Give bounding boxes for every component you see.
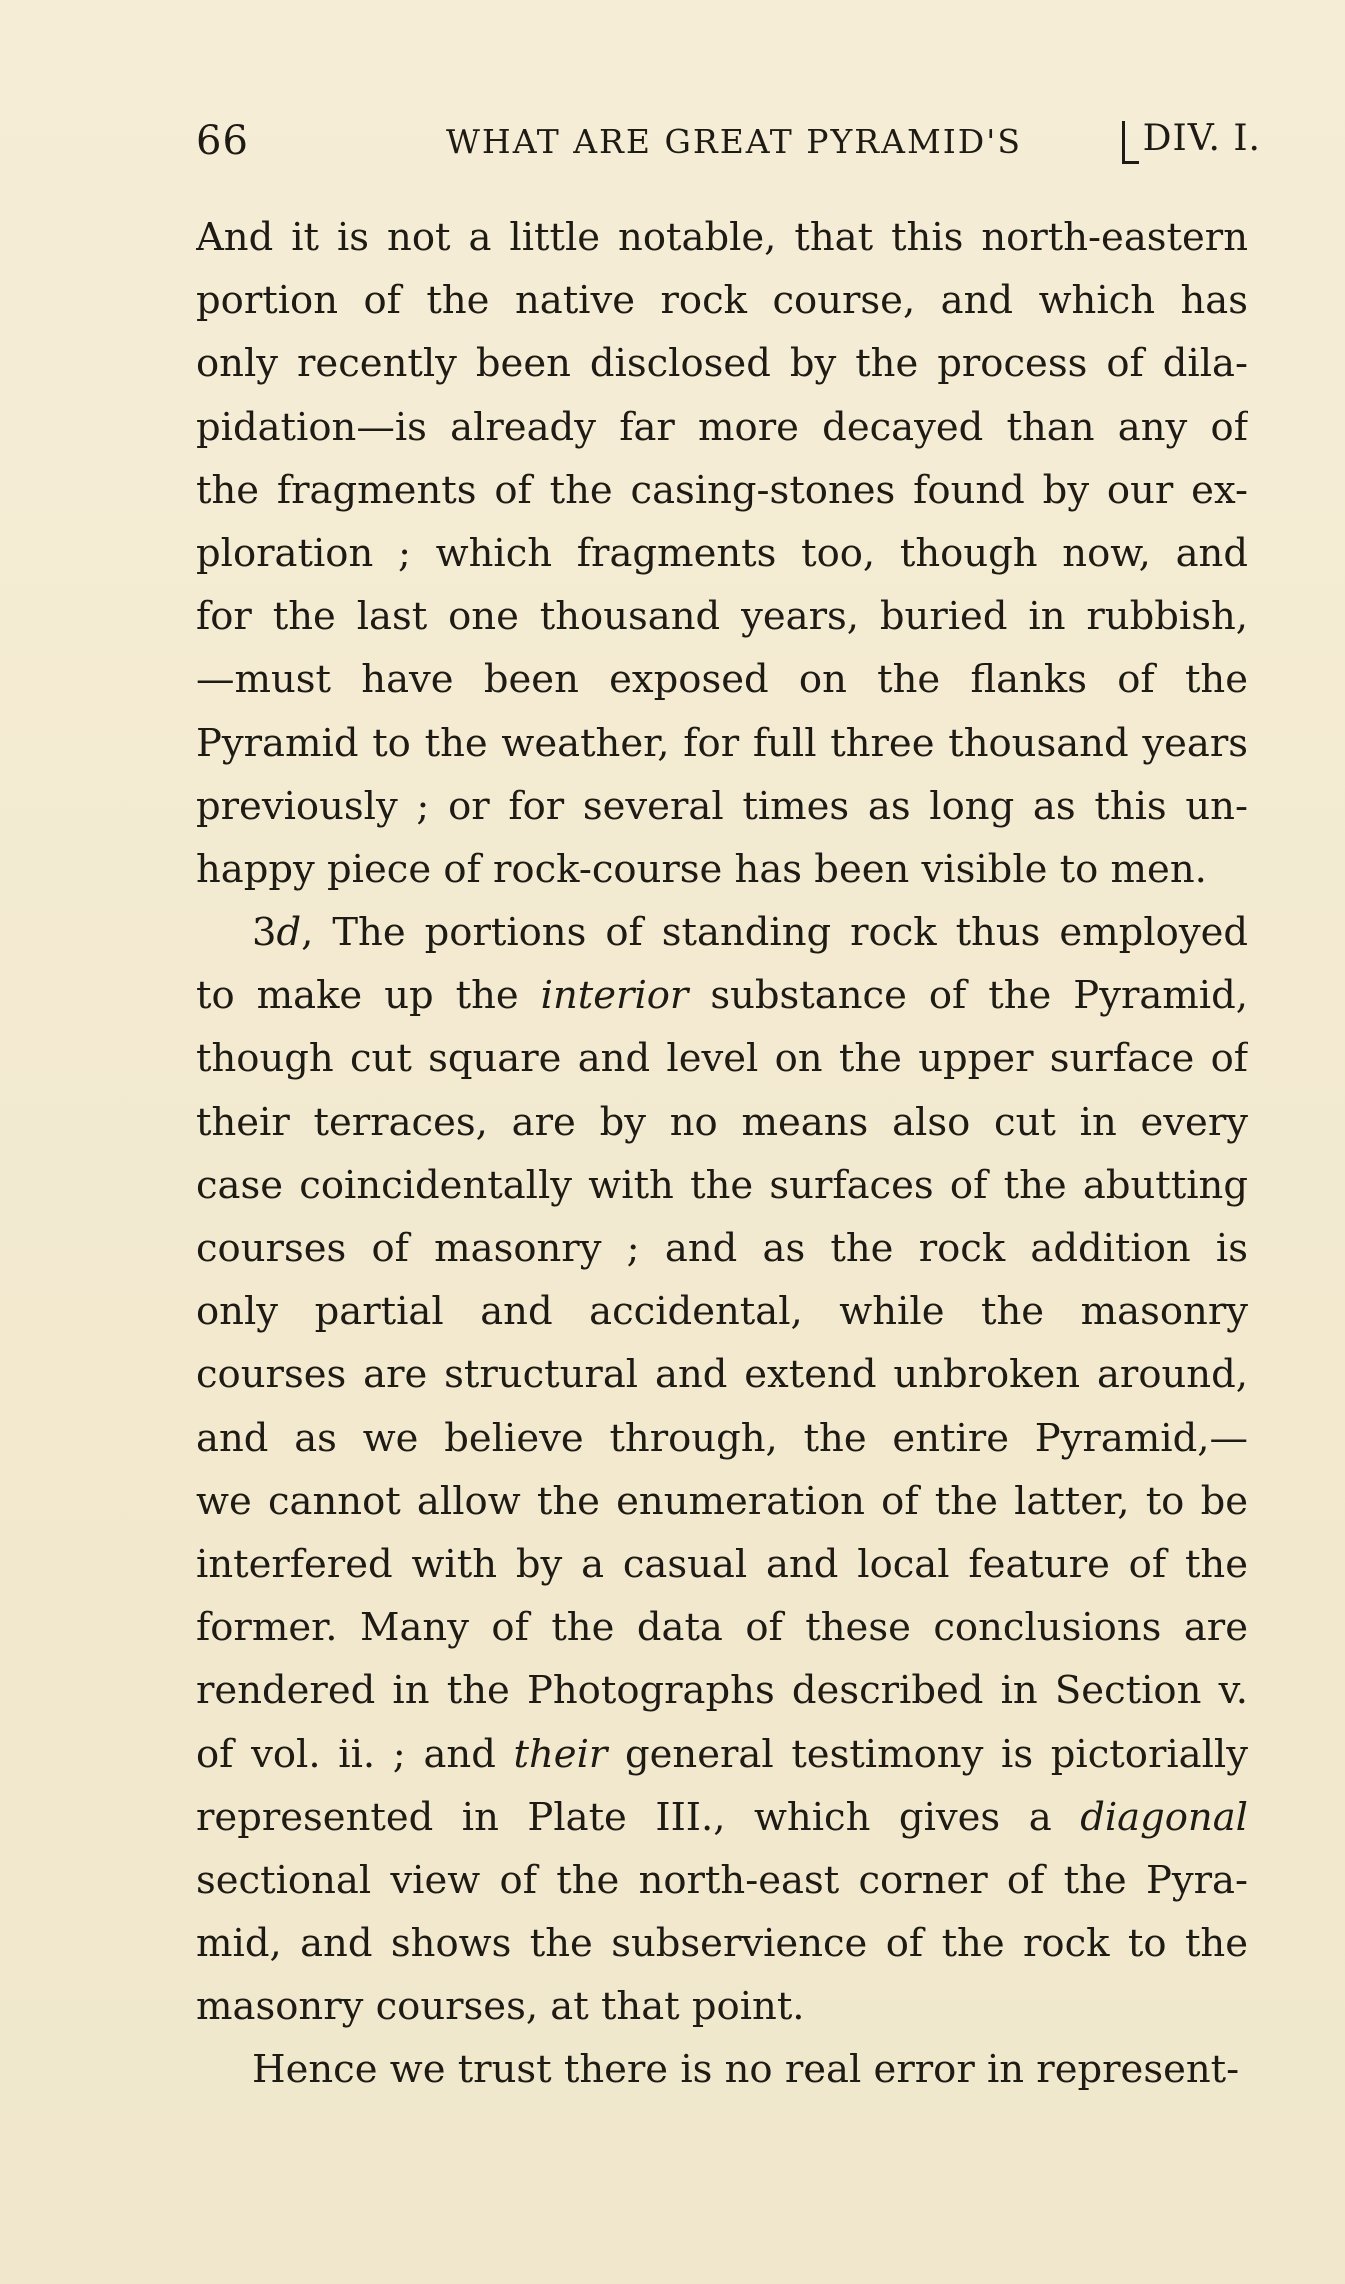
text-fragment: of vol. ii. ; and — [196, 1731, 514, 1777]
text-line — [196, 964, 1248, 1027]
text-line: portion of the native rock course, and which has — [196, 278, 1248, 324]
running-title: WHAT ARE GREAT PYRAMID'S — [446, 122, 1022, 161]
running-header — [196, 118, 1261, 178]
text-line — [196, 1723, 1248, 1786]
text-line: —must have been exposed on the flanks of the — [196, 657, 1248, 703]
text-line: interfered with by a casual and local feature of the — [196, 1541, 1248, 1587]
text-line: and as we believe through, the entire Pyramid,— — [196, 1415, 1248, 1461]
text-line: happy piece of rock-course has been visible to men. — [196, 846, 1207, 892]
text-fragment: to make up the — [196, 973, 541, 1019]
page-body — [196, 206, 1248, 2102]
text-line: rendered in the Photographs described in Section v. — [196, 1668, 1248, 1714]
bracket-mark — [1122, 121, 1139, 164]
text-line: mid, and shows the subservience of the rock to the — [196, 1921, 1248, 1967]
text-line: courses are structural and extend unbroken around, — [196, 1352, 1248, 1398]
italic-fragment: diagonal — [1080, 1794, 1248, 1840]
paragraph-start-line: Hence we trust there is no real error in represent- — [252, 2047, 1240, 2093]
page-number: 66 — [196, 118, 249, 164]
text-line: previously ; or for several times as long as this un- — [196, 783, 1248, 829]
text-line: though cut square and level on the upper surface of — [196, 1036, 1248, 1082]
italic-fragment: their — [513, 1731, 608, 1777]
text-line: former. Many of the data of these conclusions are — [196, 1605, 1248, 1651]
text-line: And it is not a little notable, that this north-eastern — [196, 215, 1248, 260]
text-line: the fragments of the casing-stones found by our ex- — [196, 467, 1248, 513]
text-line: courses of masonry ; and as the rock addition is — [196, 1226, 1248, 1271]
text-line: ploration ; which fragments too, though now, and — [196, 530, 1248, 576]
paragraph-start-line — [196, 901, 1248, 964]
text-line: only recently been disclosed by the process of dila- — [196, 341, 1248, 387]
text-line: sectional view of the north-east corner of the Pyra- — [196, 1857, 1248, 1903]
text-line: only partial and accidental, while the masonry — [196, 1289, 1248, 1335]
text-line: case coincidentally with the surfaces of the abutting — [196, 1162, 1248, 1208]
italic-fragment: interior — [540, 973, 689, 1019]
text-fragment: general testimony is pictorially — [607, 1731, 1248, 1777]
text-fragment: substance of the Pyramid, — [688, 973, 1248, 1019]
text-fragment: represented in Plate III., which gives a — [196, 1794, 1081, 1840]
text-line — [196, 1786, 1248, 1849]
text-line: pidation—is already far more decayed than any of — [196, 404, 1248, 450]
division-text: DIV. I. — [1142, 118, 1261, 159]
text-line: masonry courses, at that point. — [196, 1984, 805, 2030]
italic-fragment: d — [276, 910, 302, 956]
text-line: Pyramid to the weather, for full three thousand years — [196, 720, 1248, 766]
text-line: their terraces, are by no means also cut in every — [196, 1099, 1248, 1145]
text-line: we cannot allow the enumeration of the latter, to be — [196, 1478, 1248, 1524]
text-fragment: 3 — [252, 910, 277, 956]
division-label — [1122, 118, 1261, 164]
text-line: for the last one thousand years, buried in rubbish, — [196, 594, 1248, 640]
text-fragment: , The portions of standing rock thus employed — [301, 910, 1248, 956]
